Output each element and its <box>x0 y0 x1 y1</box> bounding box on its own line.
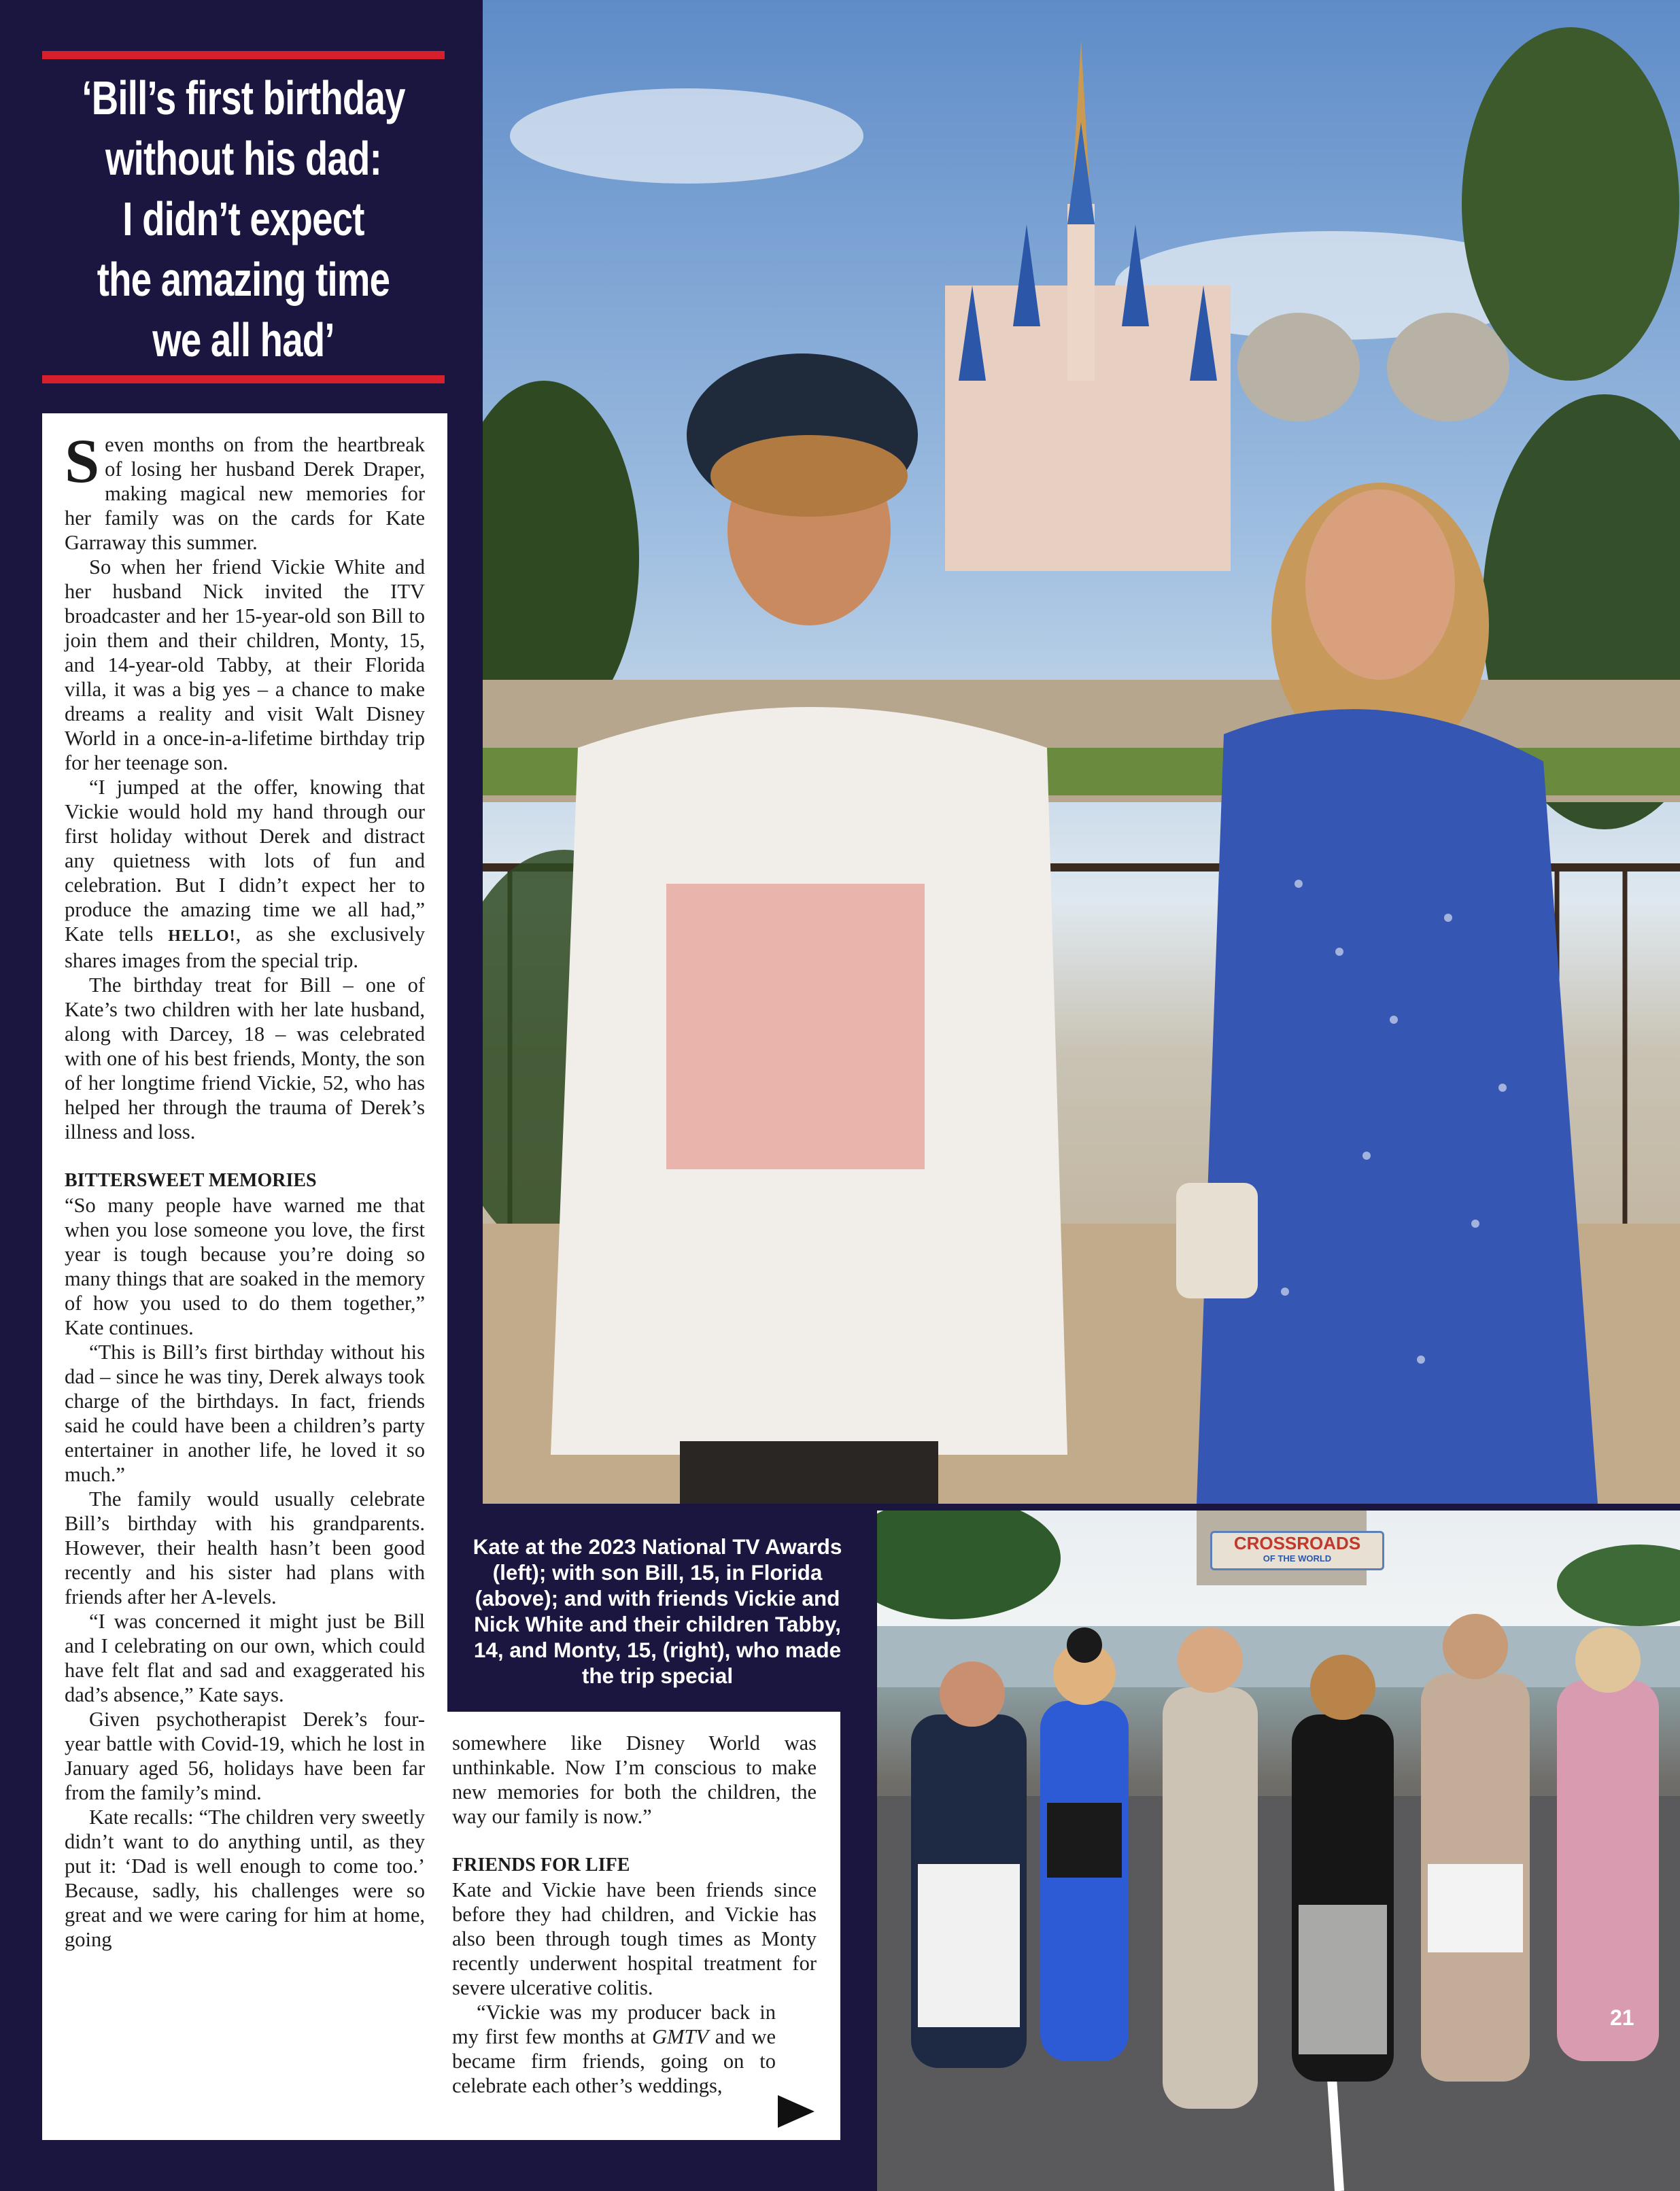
drop-cap: S <box>65 426 100 496</box>
group-photo-crossroads <box>877 1511 1680 2191</box>
body-paragraph: “So many people have warned me that when you lose someone you love, the first year is tough because you’re doing so many things that are soaked in the memory of how you used to do them together,” Kate continues. <box>65 1194 425 1339</box>
headline-line: we all had’ <box>152 313 335 366</box>
para-text: “Vickie was my producer back in my first few months at <box>452 2001 776 2048</box>
article-column-2 <box>452 1731 817 2098</box>
headline-line: without his dad: <box>105 132 382 185</box>
crossroads-sign <box>1210 1531 1384 1570</box>
page-number: 21 <box>1610 2005 1634 2030</box>
subhead-bittersweet: BITTERSWEET MEMORIES <box>65 1170 317 1191</box>
quote-text: “I jumped at the offer, knowing that Vickie would hold my hand through our first holiday without Derek and distract any quietness with lots of fun and celebration. But I didn’t expect her to produce the amazing time we all had,” Kate tells <box>65 776 425 946</box>
main-photo-illustration <box>483 0 1680 1504</box>
main-photo-disney-castle <box>483 0 1680 1504</box>
headline-line: the amazing time <box>97 253 390 306</box>
body-paragraph: The family would usually celebrate Bill’s birthday with his grandparents. However, their health hasn’t been good recently and his sister had plans with friends after her A-levels. <box>65 1487 425 1608</box>
headline-line: ‘Bill’s first birthday <box>82 71 405 124</box>
group-photo-illustration <box>877 1511 1680 2191</box>
headline-rule-top <box>42 51 445 59</box>
para-text-end: and we became firm friends, going on to celebrate each other’s weddings, <box>452 2025 776 2097</box>
body-paragraph: So when her friend Vickie White and her husband Nick invited the ITV broadcaster and her 15-year-old son Bill to join them and their children, Monty, 15, and 14-year-old Tabby, at their Florida villa, it was a big yes – a chance to make dreams a reality and visit Walt Disney World in a once-in-a-lifetime birthday trip for her teenage son. <box>65 555 425 774</box>
play-triangle-icon <box>776 2094 816 2129</box>
article-column-1 <box>65 426 426 1952</box>
photo-caption: Kate at the 2023 National TV Awards (left); with son Bill, 15, in Florida (above); and with friends Vickie and Nick White and their children Tabby, 14, and Monty, 15, (right), who made the trip special <box>473 1534 842 1688</box>
show-name: GMTV <box>652 2025 709 2048</box>
headline-rule-bottom <box>42 375 445 383</box>
headline-line: I didn’t expect <box>122 192 364 245</box>
magazine-name: HELLO! <box>168 927 236 945</box>
body-paragraph: Kate recalls: “The children very sweetly didn’t want to do anything until, as they put it: ‘Dad is well enough to come too.’ Because, sadly, his challenges were so great and we were caring for him at home, going <box>65 1806 425 1951</box>
body-paragraph: “This is Bill’s first birthday without his dad – since he was tiny, Derek always took charge of the birthdays. In fact, friends said he could have been a children’s party entertainer in another life, he loved it so much.” <box>65 1341 425 1486</box>
quote-text-end: , as she exclusively shares images from the special trip. <box>65 922 426 972</box>
subhead-friends: FRIENDS FOR LIFE <box>452 1854 630 1876</box>
body-paragraph <box>452 2000 817 2098</box>
body-paragraph: “I was concerned it might just be Bill and I celebrating on our own, which could have felt flat and sad and exaggerated his dad’s absence,” Kate says. <box>65 1610 425 1706</box>
body-paragraph: Kate and Vickie have been friends since before they had children, and Vickie has also been through tough times as Monty recently underwent hospital treatment for severe ulcerative colitis. <box>452 1878 817 1999</box>
headline <box>80 68 407 370</box>
intro-text: even months on from the heartbreak of losing her husband Derek Draper, making magical new memories for her family was on the cards for Kate Garraway this summer. <box>65 433 425 554</box>
body-paragraph: The birthday treat for Bill – one of Kate’s two children with her late husband, along with Darcey, 18 – was celebrated with one of his best friends, Monty, the son of her longtime friend Vickie, 52, who has helped her through the trauma of Derek’s illness and loss. <box>65 973 425 1143</box>
intro-paragraph <box>65 426 425 555</box>
body-paragraph: Given psychotherapist Derek’s four-year battle with Covid-19, which he lost in January aged 56, holidays have been far from the family’s mind. <box>65 1708 425 1804</box>
sign-title: CROSSROADS <box>1233 1533 1361 1553</box>
sign-subtitle: OF THE WORLD <box>1263 1553 1332 1564</box>
body-paragraph <box>65 775 425 973</box>
body-paragraph: somewhere like Disney World was unthinkable. Now I’m conscious to make new memories for both the children, the way our family is now.” <box>452 1731 817 1828</box>
